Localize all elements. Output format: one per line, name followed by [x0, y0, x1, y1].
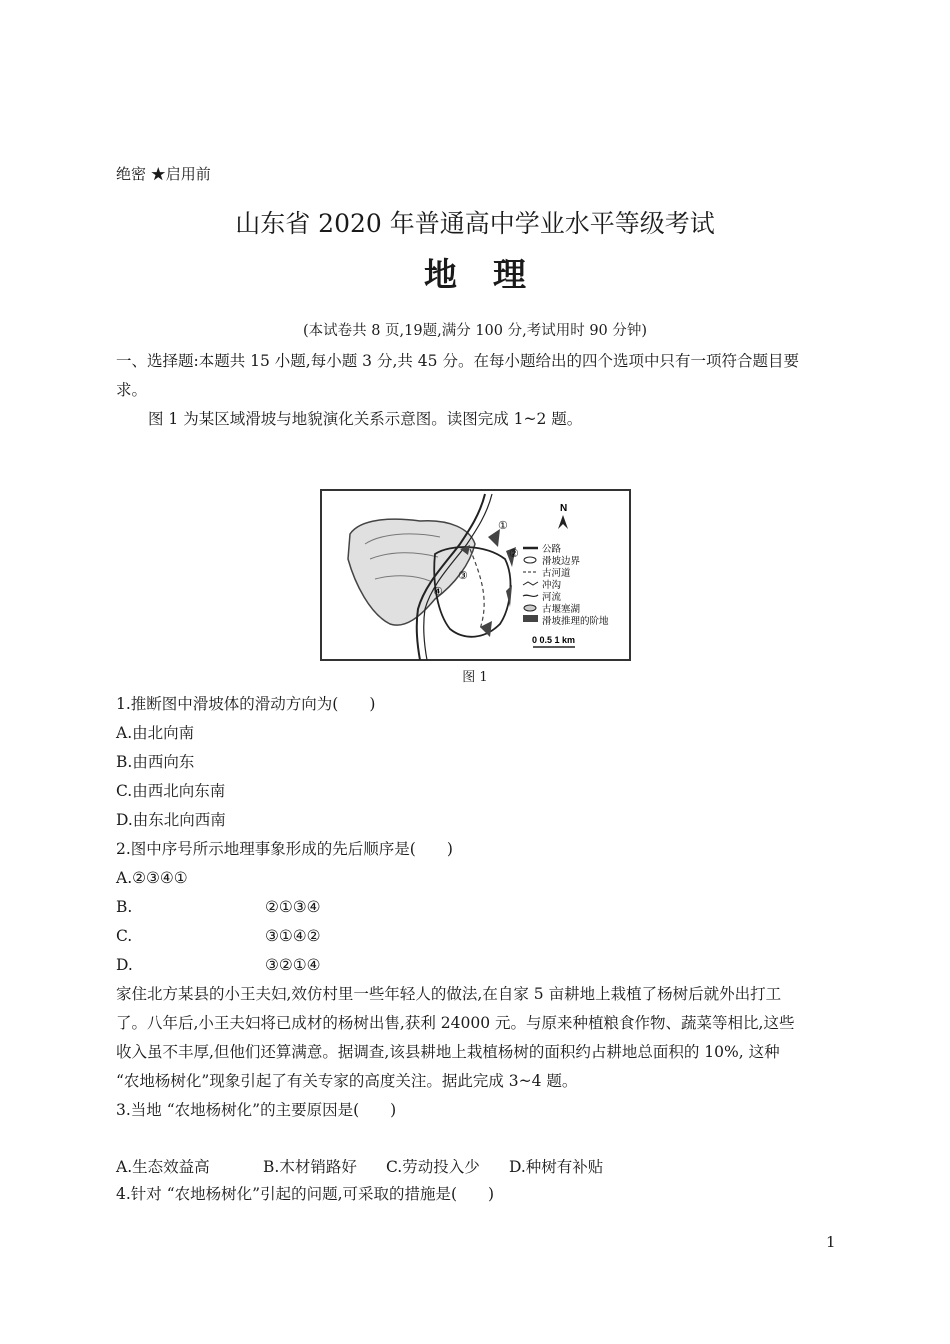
- legend-river: 河流: [542, 592, 562, 603]
- q2-stem: 2.图中序号所示地理事象形成的先后顺序是( ): [116, 840, 453, 858]
- exam-title: 山东省 2020 年普通高中学业水平等级考试: [235, 209, 715, 238]
- figure-intro: 图 1 为某区域滑坡与地貌演化关系示意图。读图完成 1~2 题。: [148, 410, 583, 428]
- q1-option-b: B.由西向东: [116, 753, 195, 771]
- exam-note: (本试卷共 8 页,19题,满分 100 分,考试用时 90 分钟): [302, 323, 648, 339]
- page-number: 1: [826, 1233, 836, 1251]
- q1-option-a: A.由北向南: [116, 724, 195, 742]
- marker-2: ②: [509, 547, 519, 560]
- passage-line-1: 家住北方某县的小王夫妇,效仿村里一些年轻人的做法,在自家 5 亩耕地上栽植了杨树后就外出打工: [116, 985, 782, 1003]
- subject-title: 地理: [424, 255, 562, 294]
- q3-stem: 3.当地 “农地杨树化”的主要原因是( ): [116, 1101, 397, 1119]
- section-instructions-cont: 求。: [116, 381, 148, 399]
- legend-landslide-boundary: 滑坡边界: [542, 556, 581, 567]
- legend-gully: 冲沟: [542, 580, 562, 591]
- legend-terrace: 滑坡推理的阶地: [542, 616, 609, 627]
- q3-option-c: C.劳动投入少: [386, 1158, 480, 1176]
- q4-stem: 4.针对 “农地杨树化”引起的问题,可采取的措施是( ): [116, 1185, 495, 1203]
- north-label: N: [560, 503, 568, 514]
- q2-option-c-letter: C.: [116, 927, 133, 945]
- q3-option-d: D.种树有补贴: [509, 1158, 604, 1176]
- q3-option-a: A.生态效益高: [116, 1158, 210, 1176]
- q2-option-a: A.②③④①: [116, 869, 188, 887]
- legend-dammed-lake: 古堰塞湖: [542, 604, 581, 615]
- q1-stem: 1.推断图中滑坡体的滑动方向为( ): [116, 695, 376, 713]
- passage-line-2: 了。八年后,小王夫妇将已成材的杨树出售,获利 24000 元。与原来种植粮食作物、蔬菜等相比,这些: [116, 1014, 795, 1032]
- secret-mark: 绝密 ★启用前: [116, 165, 211, 183]
- figure-caption: 图 1: [462, 670, 488, 685]
- passage-line-4: “农地杨树化”现象引起了有关专家的高度关注。据此完成 3~4 题。: [116, 1072, 578, 1090]
- landslide-map-figure: [320, 489, 631, 661]
- q2-option-d-letter: D.: [116, 956, 133, 974]
- legend-paleo-channel: 古河道: [542, 568, 571, 579]
- passage-line-3: 收入虽不丰厚,但他们还算满意。据调查,该县耕地上栽植杨树的面积约占耕地总面积的 10%, 这种: [116, 1043, 780, 1061]
- q2-option-d-value: ③②①④: [265, 956, 321, 974]
- q2-option-c-value: ③①④②: [265, 927, 321, 945]
- q1-option-d: D.由东北向西南: [116, 811, 226, 829]
- q1-option-c: C.由西北向东南: [116, 782, 226, 800]
- q2-option-b-letter: B.: [116, 898, 133, 916]
- scale-label: 0 0.5 1 km: [532, 635, 576, 645]
- marker-4: ④: [433, 585, 443, 598]
- marker-1: ①: [498, 519, 508, 532]
- q2-option-b-value: ②①③④: [265, 898, 321, 916]
- marker-3: ③: [458, 569, 468, 582]
- section-instructions: 一、选择题:本题共 15 小题,每小题 3 分,共 45 分。在每小题给出的四个选项中只有一项符合题目要: [116, 352, 799, 370]
- q3-option-b: B.木材销路好: [263, 1158, 357, 1176]
- legend-road: 公路: [542, 544, 562, 555]
